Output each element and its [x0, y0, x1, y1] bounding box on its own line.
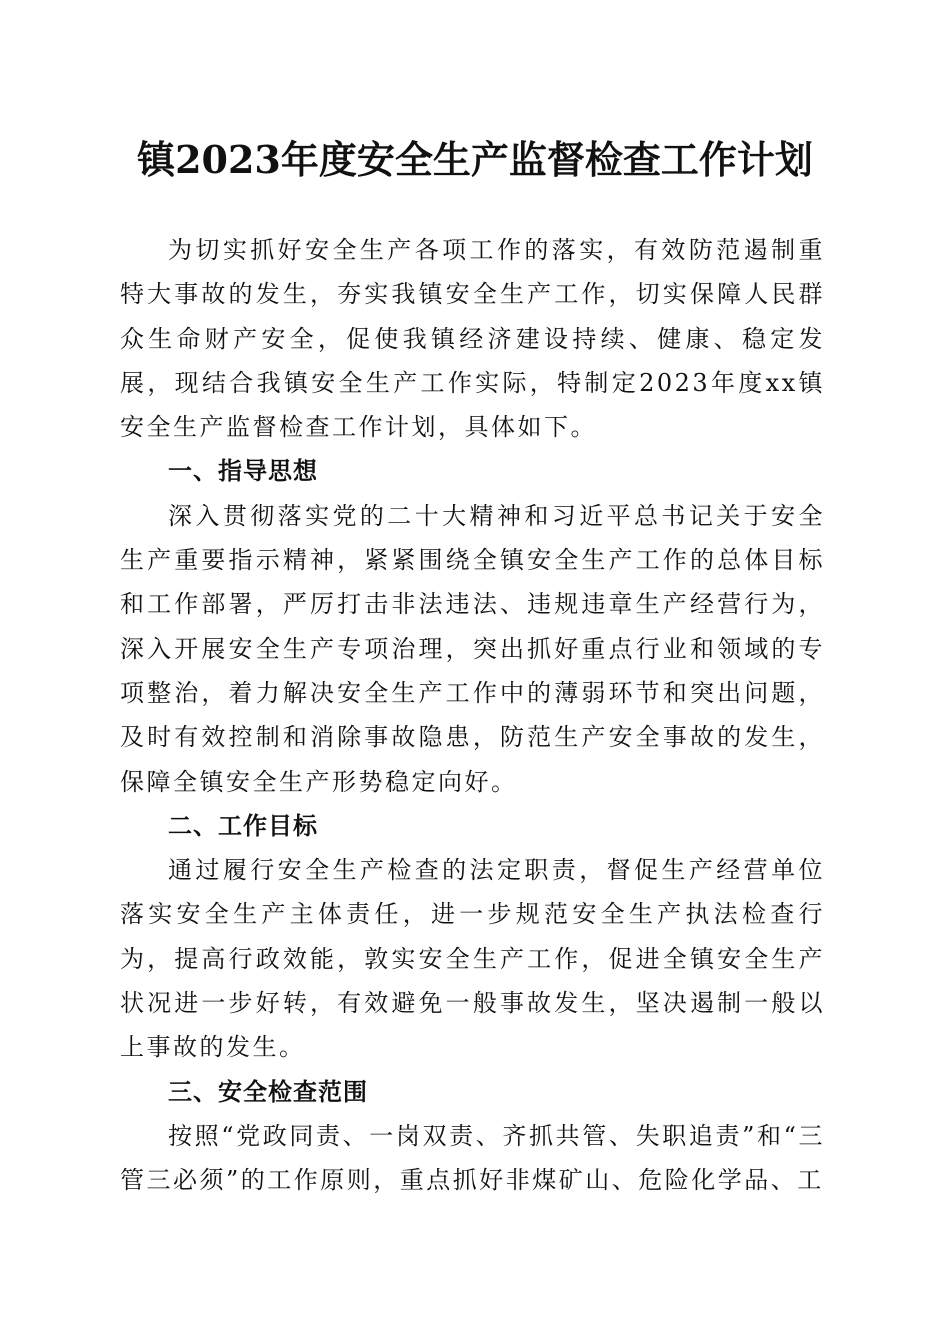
- section-heading-inspection-scope: 三、安全检查范围: [168, 1077, 368, 1106]
- document-body: [120, 228, 825, 1203]
- section-paragraph-guiding-ideology: 深入贯彻落实党的二十大精神和习近平总书记关于安全生产重要指示精神，紧紧围绕全镇安全生产工作的总体目标和工作部署，严厉打击非法违法、违规违章生产经营行为，深入开展安全生产专项治理，突出抓好重点行业和领域的专项整治，着力解决安全生产工作中的薄弱环节和突出问题，及时有效控制和消除事故隐患，防范生产安全事故的发生，保障全镇安全生产形势稳定向好。: [120, 501, 825, 796]
- document-title: 镇2023年度安全生产监督检查工作计划: [137, 137, 813, 182]
- intro-paragraph: 为切实抓好安全生产各项工作的落实，有效防范遏制重特大事故的发生，夯实我镇安全生产工作，切实保障人民群众生命财产安全，促使我镇经济建设持续、健康、稳定发展，现结合我镇安全生产工作实际，特制定2023年度xx镇安全生产监督检查工作计划，具体如下。: [120, 236, 825, 442]
- section-heading-guiding-ideology: 一、指导思想: [168, 457, 318, 486]
- section-paragraph-work-goals: 通过履行安全生产检查的法定职责，督促生产经营单位落实安全生产主体责任，进一步规范安全生产执法检查行为，提高行政效能，敦实安全生产工作，促进全镇安全生产状况进一步好转，有效避免一般事故发生，坚决遏制一般以上事故的发生。: [120, 856, 825, 1062]
- section-heading-work-goals: 二、工作目标: [168, 811, 318, 840]
- section-paragraph-inspection-scope: 按照“党政同责、一岗双责、齐抓共管、失职追责”和“三管三必须”的工作原则，重点抓好非煤矿山、危险化学品、工: [120, 1121, 825, 1195]
